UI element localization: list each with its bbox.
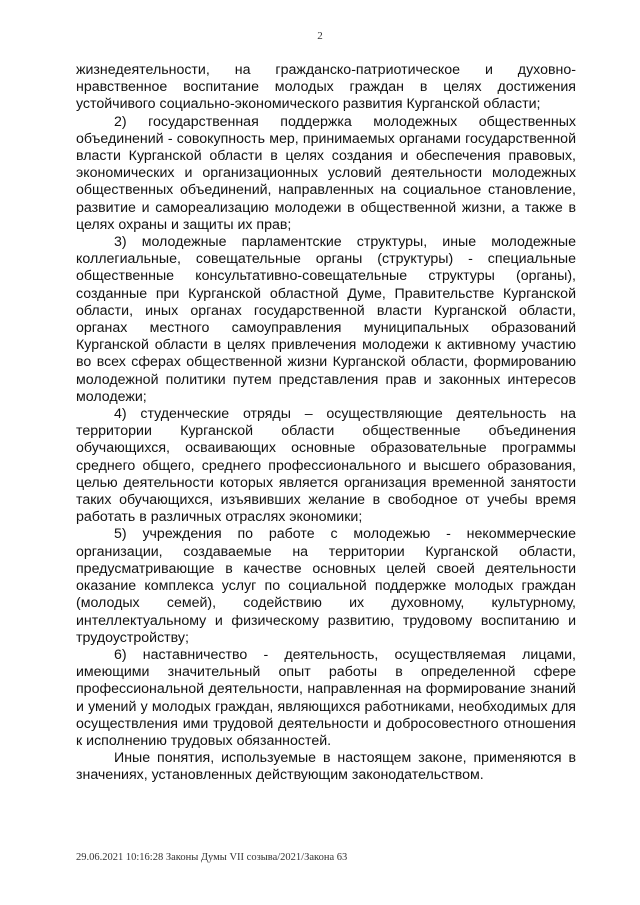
paragraph-item-5: 5) учреждения по работе с молодежью - некоммерческие организации, создаваемые на территории Курганской области, предусматривающие в качестве основных целей своей деятельности оказание комплекса услуг по социальной поддержке молодых граждан (молодых семей), содействию их духовному, культурному, интеллектуальному и физическому развитию, трудовому воспитанию и трудоустройству; bbox=[76, 526, 576, 646]
document-footer: 29.06.2021 10:16:28 Законы Думы VII созыва/2021/Закона 63 bbox=[76, 852, 348, 863]
paragraph-item-2: 2) государственная поддержка молодежных общественных объединений - совокупность мер, принимаемых органами государственной власти Курганской области в целях создания и обеспечения правовых, экономических и организационных условий деятельности молодежных общественных объединений, направленных на социальное становление, развитие и самореализацию молодежи в общественной жизни, а также в целях охраны и защиты их прав; bbox=[76, 113, 576, 233]
page-number: 2 bbox=[317, 30, 323, 42]
paragraph-item-4: 4) студенческие отряды – осуществляющие деятельность на территории Курганской области общественные объединения обучающихся, осваивающих основные образовательные программы среднего общего, среднего профессионального и высшего образования, целью деятельности которых является организация временной занятости таких обучающихся, изъявивших желание в свободное от учебы время работать в различных отраслях экономики; bbox=[76, 406, 576, 526]
document-body bbox=[76, 62, 576, 785]
paragraph-closing: Иные понятия, используемые в настоящем законе, применяются в значениях, установленных действующим законодательством. bbox=[76, 750, 576, 784]
paragraph-item-3: 3) молодежные парламентские структуры, иные молодежные коллегиальные, совещательные органы (структуры) - специальные общественные консультативно-совещательные структуры (органы), созданные при Курганской областной Думе, Правительстве Курганской области, иных органах государственной власти Курганской области, органах местного самоуправления муниципальных образований Курганской области в целях привлечения молодежи к активному участию во всех сферах общественной жизни Курганской области, формированию молодежной политики путем представления прав и законных интересов молодежи; bbox=[76, 234, 576, 405]
paragraph-item-6: 6) наставничество - деятельность, осуществляемая лицами, имеющими значительный опыт работы в определенной сфере профессиональной деятельности, направленная на формирование знаний и умений у молодых граждан, являющихся работниками, необходимых для осуществления ими трудовой деятельности и добросовестного отношения к исполнению трудовых обязанностей. bbox=[76, 646, 576, 749]
paragraph-continuation: жизнедеятельности, на гражданско-патриотическое и духовно-нравственное воспитание молодых граждан в целях достижения устойчивого социально-экономического развития Курганской области; bbox=[76, 62, 576, 113]
